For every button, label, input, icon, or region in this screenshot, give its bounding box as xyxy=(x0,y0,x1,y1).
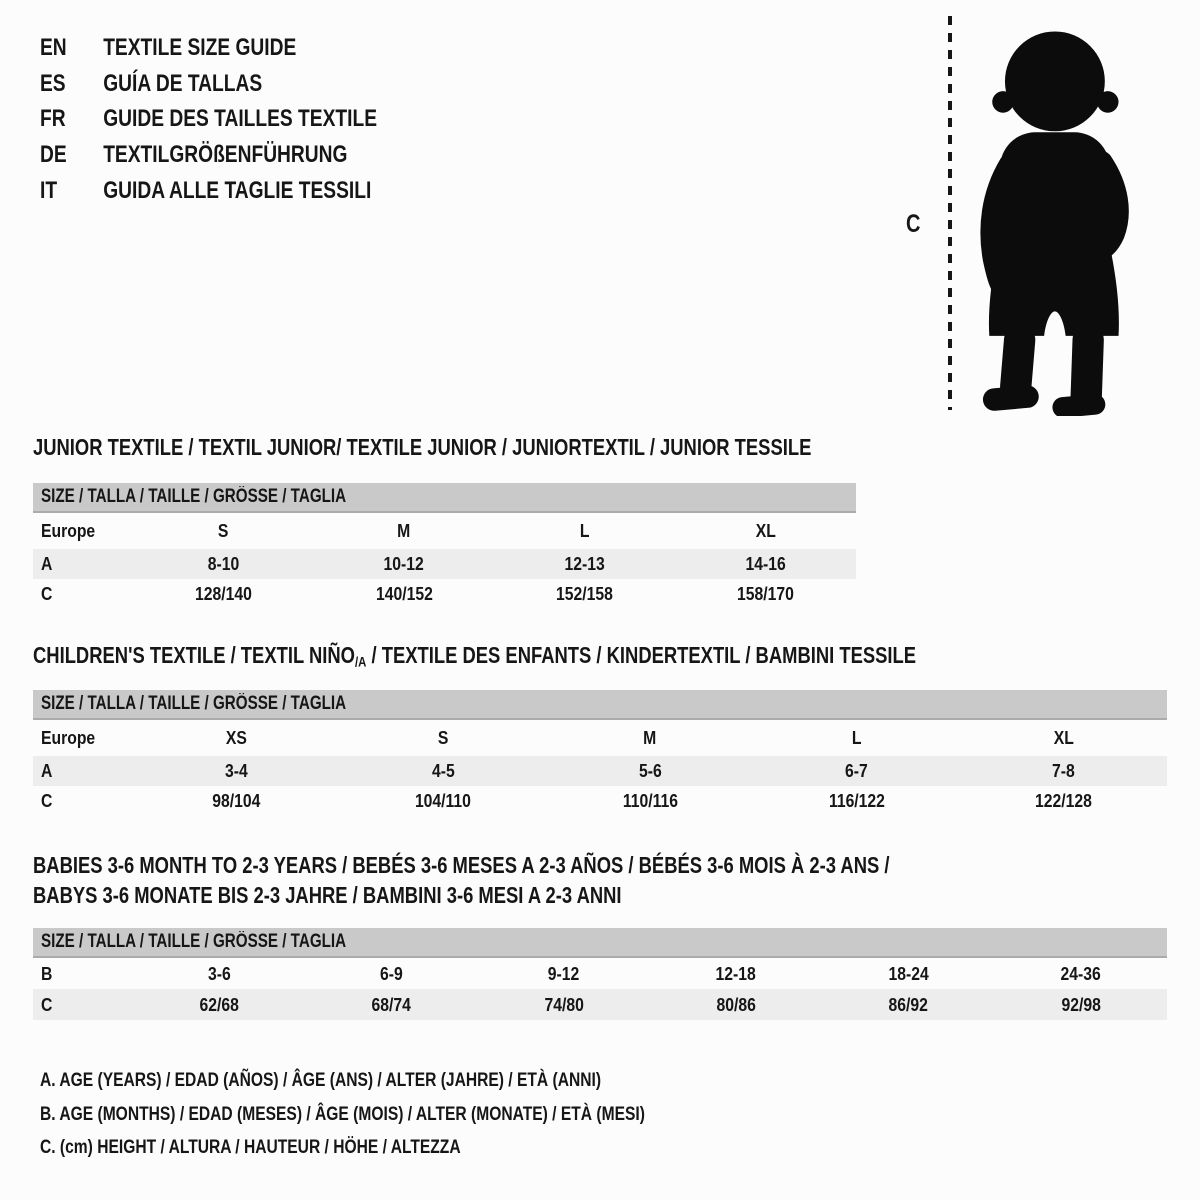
size-header-label: SIZE / TALLA / TAILLE / GRÖSSE / TAGLIA xyxy=(41,931,347,952)
junior-size-table xyxy=(33,483,856,609)
age-cell: 5-6 xyxy=(638,760,662,781)
guide-title-es: GUÍA DE TALLAS xyxy=(103,69,263,97)
junior-table-header xyxy=(33,483,856,513)
size-cell: XL xyxy=(1053,727,1074,748)
months-cell: 3-6 xyxy=(207,962,231,984)
size-header-label: SIZE / TALLA / TAILLE / GRÖSSE / TAGLIA xyxy=(41,693,347,714)
size-cell: S xyxy=(437,727,449,748)
height-measure-label: C xyxy=(906,210,921,238)
row-label: C xyxy=(41,993,53,1015)
legend-height-cm: C. (cm) HEIGHT / ALTURA / HAUTEUR / HÖHE / ALTEZZA xyxy=(40,1136,461,1159)
age-cell: 7-8 xyxy=(1052,760,1075,781)
children-height-row xyxy=(33,786,1167,816)
lang-code: EN xyxy=(40,33,67,61)
babies-table-header xyxy=(33,928,1167,958)
size-cell: M xyxy=(397,520,411,541)
height-cell: 68/74 xyxy=(371,993,412,1015)
children-size-table xyxy=(33,690,1167,816)
row-label: A xyxy=(41,553,53,574)
size-cell: XL xyxy=(755,520,776,541)
height-cell: 140/152 xyxy=(375,583,433,604)
age-cell: 12-13 xyxy=(564,553,605,574)
lang-code: ES xyxy=(40,69,66,97)
row-label: C xyxy=(41,583,53,604)
babies-size-table xyxy=(33,928,1167,1020)
babies-section-title: BABIES 3-6 MONTH TO 2-3 YEARS / BEBÉS 3-6 MESES A 2-3 AÑOS / BÉBÉS 3-6 MOIS À 2-3 ANS / BABYS 3-6 MONATE BIS 2-3 JAHRE / BAMBINI 3-6 MESI A 2-3 ANNI xyxy=(33,852,890,908)
height-cell: 158/170 xyxy=(737,583,795,604)
row-label: Europe xyxy=(41,727,96,748)
row-label: A xyxy=(41,760,53,781)
size-cell: M xyxy=(643,727,657,748)
junior-height-row xyxy=(33,579,856,609)
lang-row-es xyxy=(40,66,461,102)
row-label: Europe xyxy=(41,520,96,541)
babies-height-row xyxy=(33,989,1167,1020)
babies-months-row xyxy=(33,958,1167,989)
row-label: B xyxy=(41,962,53,984)
age-cell: 3-4 xyxy=(225,760,248,781)
height-cell: 104/110 xyxy=(415,790,472,811)
height-cell: 74/80 xyxy=(544,993,584,1015)
row-label: C xyxy=(41,790,53,811)
height-cell: 128/140 xyxy=(194,583,252,604)
age-cell: 8-10 xyxy=(207,553,240,574)
children-section-title: CHILDREN'S TEXTILE / TEXTIL $NIÑO_{/A}$ / TEXTILE DES ENFANTS / KINDERTEXTIL / BAMBINI TESSILE xyxy=(33,642,917,671)
age-cell: 4-5 xyxy=(431,760,455,781)
height-cell: 92/98 xyxy=(1061,993,1101,1015)
size-cell: L xyxy=(851,727,862,748)
size-header-label: SIZE / TALLA / TAILLE / GRÖSSE / TAGLIA xyxy=(41,486,347,507)
size-cell: XS xyxy=(225,727,247,748)
lang-row-fr xyxy=(40,102,461,138)
months-cell: 12-18 xyxy=(716,962,757,984)
months-cell: 6-9 xyxy=(380,962,403,984)
size-cell: L xyxy=(580,520,590,541)
guide-title-de: TEXTILGRÖßENFÜHRUNG xyxy=(103,141,348,169)
junior-section-title: JUNIOR TEXTILE / TEXTIL JUNIOR/ TEXTILE JUNIOR / JUNIORTEXTIL / JUNIOR TESSILE xyxy=(33,434,812,460)
lang-code: FR xyxy=(40,105,66,133)
language-header xyxy=(40,30,461,209)
height-cell: 152/158 xyxy=(556,583,614,604)
lang-row-it xyxy=(40,173,461,209)
lang-row-en xyxy=(40,30,461,66)
months-cell: 9-12 xyxy=(548,962,580,984)
height-cell: 98/104 xyxy=(212,790,261,811)
months-cell: 18-24 xyxy=(888,962,929,984)
age-cell: 6-7 xyxy=(845,760,869,781)
title-subscript: /A xyxy=(354,654,367,671)
lang-code: DE xyxy=(40,141,67,169)
size-cell: S xyxy=(218,520,229,541)
age-cell: 10-12 xyxy=(384,553,425,574)
measurement-legend xyxy=(40,1064,796,1165)
junior-age-row xyxy=(33,549,856,579)
lang-row-de xyxy=(40,137,461,173)
legend-age-years: A. AGE (YEARS) / EDAD (AÑOS) / ÂGE (ANS) / ALTER (JAHRE) / ETÀ (ANNI) xyxy=(40,1069,602,1092)
height-measure-dashed-line xyxy=(948,16,952,410)
height-cell: 122/128 xyxy=(1035,790,1092,811)
baby-silhouette-icon xyxy=(957,14,1143,416)
children-europe-row xyxy=(33,720,1167,756)
guide-title-it: GUIDA ALLE TAGLIE TESSILI xyxy=(103,177,372,205)
junior-europe-row xyxy=(33,513,856,549)
legend-age-months: B. AGE (MONTHS) / EDAD (MESES) / ÂGE (MOIS) / ALTER (MONATE) / ETÀ (MESI) xyxy=(40,1102,645,1125)
height-cell: 110/116 xyxy=(622,790,678,811)
age-cell: 14-16 xyxy=(745,553,786,574)
guide-title-en: TEXTILE SIZE GUIDE xyxy=(103,33,297,61)
children-table-header xyxy=(33,690,1167,720)
height-cell: 62/68 xyxy=(199,993,239,1015)
height-cell: 116/122 xyxy=(828,790,885,811)
guide-title-fr: GUIDE DES TAILLES TEXTILE xyxy=(103,105,377,133)
months-cell: 24-36 xyxy=(1060,962,1101,984)
height-cell: 86/92 xyxy=(888,993,929,1015)
children-age-row xyxy=(33,756,1167,786)
lang-code: IT xyxy=(40,177,58,205)
height-cell: 80/86 xyxy=(716,993,756,1015)
